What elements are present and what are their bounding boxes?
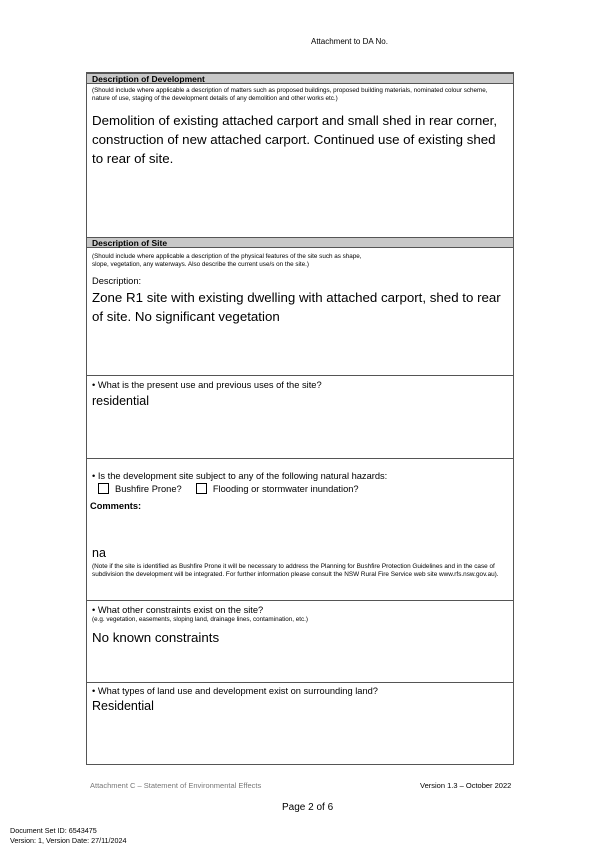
bushfire-checkbox[interactable] [98, 483, 109, 494]
dev-heading: Description of Development [87, 73, 513, 84]
see-form [86, 72, 514, 765]
surrounding-question: • What types of land use and development exist on surrounding land? [92, 686, 378, 696]
dev-text[interactable]: Demolition of existing attached carport and small shed in rear corner, construction of new attached carport. Continued use of existing shed to rear of site. [92, 113, 498, 166]
dev-instructions: (Should include where applicable a description of matters such as proposed buildings, proposed building materials, nominated colour scheme, nature of use, staging of the development details of any demolition and other works etc.) [92, 87, 488, 102]
document-id [10, 826, 127, 846]
attachment-label: Attachment to DA No. [311, 37, 388, 46]
bushfire-note: (Note if the site is identified as Bushfire Prone it will be necessary to address the Planning for Bushfire Protection Guidelines and in the case of subdivision the development will be integrated. For further information please consult the NSW Rural Fire Service web site www.rfs.nsw.gov.au). [92, 563, 499, 578]
site-heading: Description of Site [87, 237, 513, 248]
flooding-label: Flooding or stormwater inundation? [212, 484, 359, 494]
hazards-question: • Is the development site subject to any of the following natural hazards: [92, 471, 388, 481]
document-version: Version: 1, Version Date: 27/11/2024 [10, 836, 127, 845]
site-text[interactable]: Zone R1 site with existing dwelling with attached carport, shed to rear of site. No significant vegetation [92, 290, 501, 324]
divider [87, 600, 513, 601]
bushfire-label: Bushfire Prone? [115, 484, 182, 494]
divider [87, 458, 513, 459]
hazards-answer[interactable]: na [92, 546, 106, 560]
divider [87, 682, 513, 683]
uses-question: • What is the present use and previous uses of the site? [92, 380, 322, 390]
footer-title: Attachment C – Statement of Environmental Effects [90, 781, 262, 790]
divider [87, 375, 513, 376]
site-description-label: Description: [92, 276, 142, 286]
footer-version: Version 1.3 – October 2022 [420, 781, 512, 790]
constraints-examples: (e.g. vegetation, easements, sloping land, drainage lines, contamination, etc.) [92, 616, 308, 623]
site-instructions-1: (Should include where applicable a description of the physical features of the site such as shape, [92, 253, 362, 260]
site-instructions-2: slope, vegetation, any waterways. Also describe the current use/s on the site.) [92, 261, 310, 268]
hazards-options [98, 483, 359, 495]
constraints-question: • What other constraints exist on the site? [92, 605, 264, 615]
surrounding-answer[interactable]: Residential [92, 699, 154, 713]
document-set-id: Document Set ID: 6543475 [10, 826, 97, 835]
uses-answer[interactable]: residential [92, 394, 149, 408]
constraints-answer[interactable]: No known constraints [92, 630, 220, 645]
flooding-checkbox[interactable] [196, 483, 207, 494]
comments-label: Comments: [90, 501, 142, 511]
page-number: Page 2 of 6 [282, 802, 334, 813]
